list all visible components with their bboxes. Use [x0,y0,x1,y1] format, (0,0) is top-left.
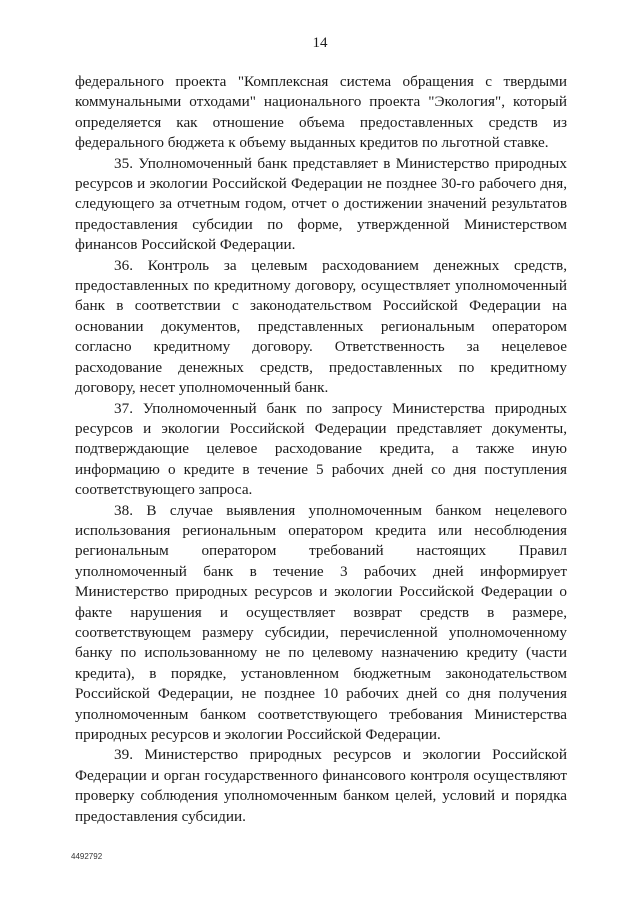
paragraph-39: 39. Министерство природных ресурсов и экологии Российской Федерации и орган государственного финансового контроля осуществляют проверку соблюдения уполномоченным банком целей, условий и порядка предоставления субсидии. [75,746,567,825]
document-code: 4492792 [71,852,103,861]
paragraph-37: 37. Уполномоченный банк по запросу Министерства природных ресурсов и экологии Российской Федерации представляет документы, подтверждающие целевое расходование кредита, а также иную информацию о кредите в течение 5 рабочих дней со дня поступления соответствующего запроса. [75,399,567,499]
document-body [75,72,567,827]
paragraph-intro: федерального проекта "Комплексная система обращения с твердыми коммунальными отходами" национального проекта "Экология", который определяется как отношение объема предоставленных средств из федерального бюджета к объему выданных кредитов по льготной ставке. [75,73,567,152]
page-number: 14 [312,35,328,51]
paragraph-36: 36. Контроль за целевым расходованием денежных средств, предоставленных по кредитному договору, осуществляет уполномоченный банк в соответствии с законодательством Российской Федерации на основании документов, представленных региональным оператором согласно кредитному договору. Ответственность за нецелевое расходование денежных средств, предоставленных по кредитному договору, несет уполномоченный банк. [75,256,567,397]
paragraph-38: 38. В случае выявления уполномоченным банком нецелевого использования региональным оператором кредита или несоблюдения региональным оператором требований настоящих Правил уполномоченный банк в течение 3 рабочих дней информирует Министерство природных ресурсов и экологии Российской Федерации о факте нарушения и осуществляет возврат средств в размере, соответствующем размеру субсидии, перечисленной уполномоченному банку по использованному не по целевому назначению кредиту (части кредита), в порядке, установленном бюджетным законодательством Российской Федерации, не позднее 10 рабочих дней со дня получения уполномоченным банком соответствующего требования Министерства природных ресурсов и экологии Российской Федерации. [75,501,567,743]
paragraph-35: 35. Уполномоченный банк представляет в Министерство природных ресурсов и экологии Российской Федерации не позднее 30-го рабочего дня, следующего за отчетным годом, отчет о достижении значений результатов предоставления субсидии по форме, утвержденной Министерством финансов Российской Федерации. [75,154,567,254]
